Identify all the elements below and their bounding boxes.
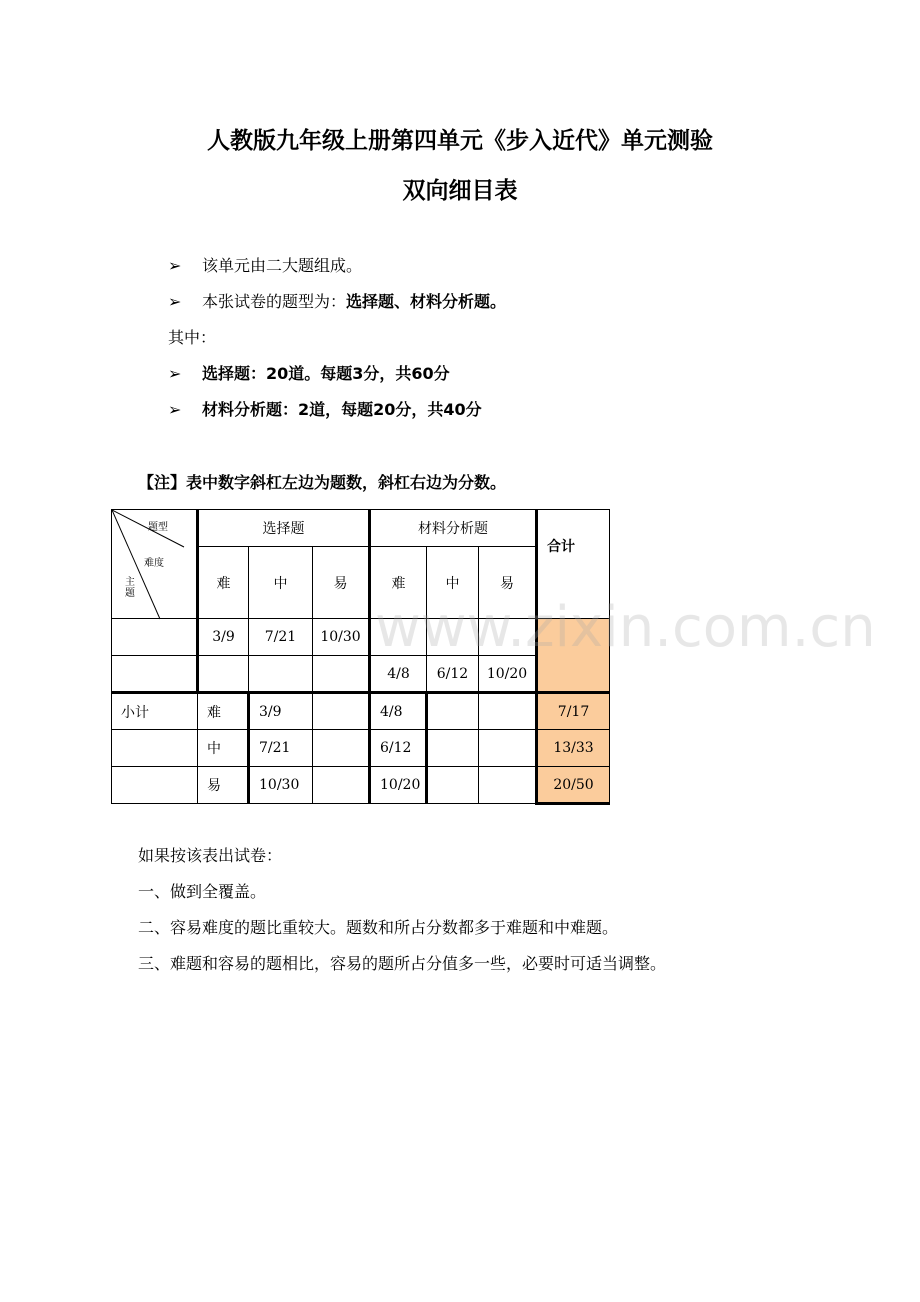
- group-header-material: 材料分析题: [370, 510, 537, 547]
- corner-type-label: 题型: [148, 522, 168, 533]
- level-easy: 易: [479, 547, 537, 619]
- watermark: www.zixin.com.cn: [375, 595, 876, 660]
- table-note: 【注】表中数字斜杠左边为题数，斜杠右边为分数。: [138, 473, 507, 492]
- total-header: 合计: [537, 510, 610, 619]
- level-medium: 中: [427, 547, 479, 619]
- bullet-bold-text: 选择题：20道。每题3分，共60分: [202, 364, 450, 383]
- table-cell: 6/12: [427, 656, 479, 693]
- table-cell: [313, 656, 370, 693]
- corner-difficulty-label: 难度: [144, 558, 164, 569]
- level-hard: 难: [198, 547, 249, 619]
- table-cell: 10/20: [370, 767, 427, 804]
- subtotal-total: 13/33: [537, 730, 610, 767]
- table-cell: [112, 619, 198, 656]
- table-cell: [313, 693, 370, 730]
- conclusion-item: 二、容易难度的题比重较大。题数和所占分数都多于难题和中难题。: [138, 918, 619, 937]
- subtotal-level: 易: [198, 767, 249, 804]
- arrow-bullet-icon: ➢: [168, 256, 182, 275]
- table-cell: [112, 730, 198, 767]
- corner-topic-label: 主题: [125, 577, 135, 599]
- group-header-choice: 选择题: [198, 510, 370, 547]
- conclusion-item: 三、难题和容易的题相比，容易的题所占分值多一些，必要时可适当调整。: [138, 954, 667, 973]
- table-cell: [313, 767, 370, 804]
- arrow-bullet-icon: ➢: [168, 400, 182, 419]
- document-subtitle: 双向细目表: [402, 178, 518, 204]
- conclusion-intro: 如果按该表出试卷：: [138, 846, 283, 865]
- table-cell: 7/21: [249, 730, 313, 767]
- table-cell: 10/20: [479, 656, 537, 693]
- arrow-bullet-icon: ➢: [168, 364, 182, 383]
- table-cell: [112, 767, 198, 804]
- table-cell: [198, 656, 249, 693]
- table-cell: [479, 767, 537, 804]
- table-cell: [479, 730, 537, 767]
- table-cell: 4/8: [370, 693, 427, 730]
- table-cell: 7/21: [249, 619, 313, 656]
- table-cell: 6/12: [370, 730, 427, 767]
- table-cell: [427, 619, 479, 656]
- level-medium: 中: [249, 547, 313, 619]
- bullet-bold-text: 材料分析题：2道，每题20分，共40分: [202, 400, 482, 419]
- table-cell: [479, 619, 537, 656]
- conclusion-item: 一、做到全覆盖。: [138, 882, 267, 901]
- table-cell: 3/9: [198, 619, 249, 656]
- arrow-bullet-icon: ➢: [168, 292, 182, 311]
- table-cell: [370, 619, 427, 656]
- table-cell: [313, 730, 370, 767]
- subtotal-total: 20/50: [537, 767, 610, 804]
- table-cell: [427, 730, 479, 767]
- specification-table: [111, 509, 610, 805]
- bullet-line-2: [168, 289, 506, 312]
- table-cell: 4/8: [370, 656, 427, 693]
- subtotal-label: 小计: [112, 693, 198, 730]
- table-cell: [427, 693, 479, 730]
- subtotal-level: 中: [198, 730, 249, 767]
- bullet-text: 本张试卷的题型为：: [202, 292, 347, 311]
- bullet-line-1: [168, 253, 362, 276]
- subtotal-level: 难: [198, 693, 249, 730]
- subtotal-total: 7/17: [537, 693, 610, 730]
- bullet-bold-text: 选择题、材料分析题。: [346, 292, 507, 311]
- bullet-line-4: [168, 397, 482, 420]
- level-easy: 易: [313, 547, 370, 619]
- table-cell: 10/30: [313, 619, 370, 656]
- bullet-line-3: [168, 361, 450, 384]
- bullet-text: 该单元由二大题组成。: [202, 256, 363, 275]
- table-cell: [249, 656, 313, 693]
- other-line: 其中：: [168, 328, 217, 347]
- document-title: 人教版九年级上册第四单元《步入近代》单元测验: [207, 128, 713, 154]
- level-hard: 难: [370, 547, 427, 619]
- table-cell: [112, 656, 198, 693]
- table-cell: 10/30: [249, 767, 313, 804]
- table-cell: [479, 693, 537, 730]
- table-cell: [427, 767, 479, 804]
- corner-header: [112, 510, 198, 619]
- total-cell-empty: [537, 619, 610, 693]
- table-cell: 3/9: [249, 693, 313, 730]
